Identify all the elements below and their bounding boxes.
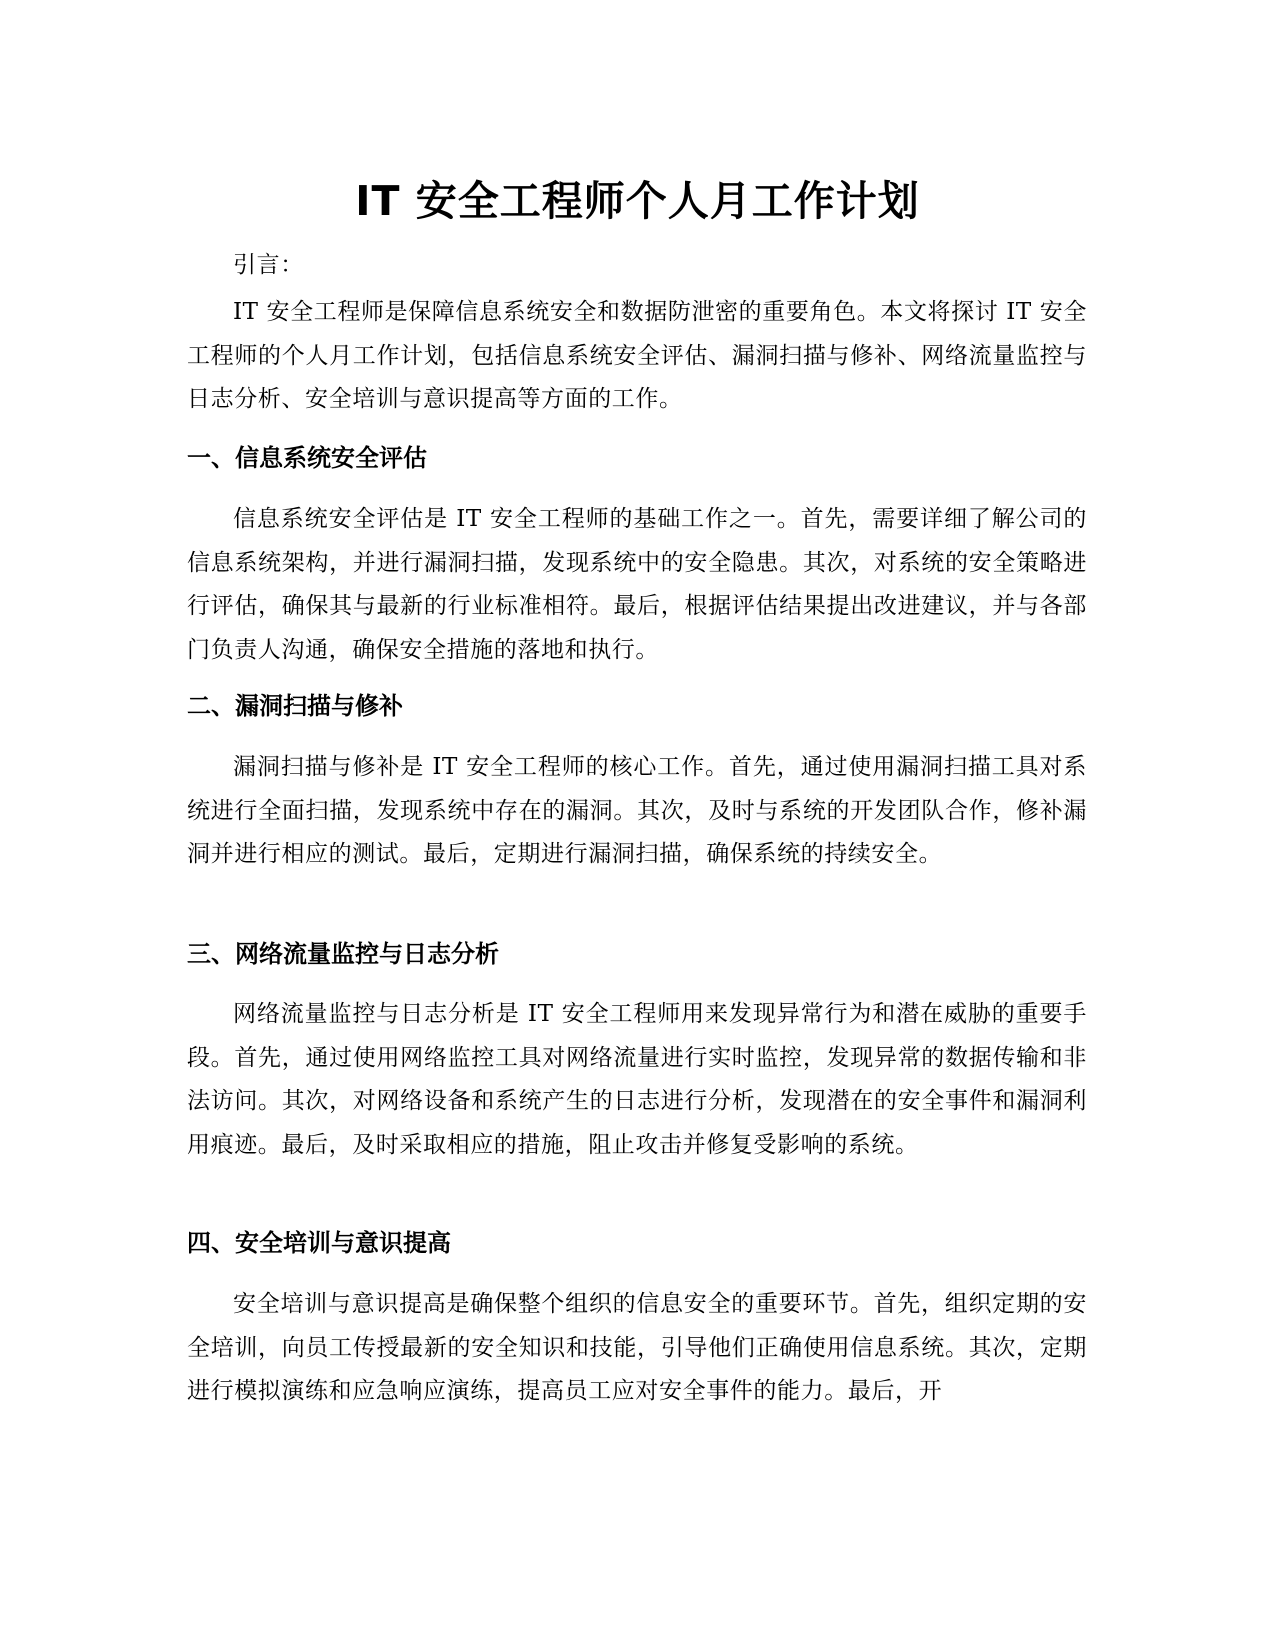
intro-paragraph: IT 安全工程师是保障信息系统安全和数据防泄密的重要角色。本文将探讨 IT 安全工程师的个人月工作计划，包括信息系统安全评估、漏洞扫描与修补、网络流量监控与日志分析、安全培训与意识提高等方面的工作。 (187, 299, 1087, 412)
section-paragraph-4: 安全培训与意识提高是确保整个组织的信息安全的重要环节。首先，组织定期的安全培训，向员工传授最新的安全知识和技能，引导他们正确使用信息系统。其次，定期进行模拟演练和应急响应演练，提高员工应对安全事件的能力。最后，开 (187, 1291, 1087, 1404)
section-heading-3: 三、网络流量监控与日志分析 (187, 940, 499, 968)
section-heading-2: 二、漏洞扫描与修补 (187, 692, 403, 720)
section-heading-1: 一、信息系统安全评估 (187, 444, 427, 472)
section-paragraph-2: 漏洞扫描与修补是 IT 安全工程师的核心工作。首先，通过使用漏洞扫描工具对系统进行全面扫描，发现系统中存在的漏洞。其次，及时与系统的开发团队合作，修补漏洞并进行相应的测试。最后，定期进行漏洞扫描，确保系统的持续安全。 (187, 754, 1087, 867)
section-heading-4: 四、安全培训与意识提高 (187, 1229, 451, 1257)
section-paragraph-1: 信息系统安全评估是 IT 安全工程师的基础工作之一。首先，需要详细了解公司的信息系统架构，并进行漏洞扫描，发现系统中的安全隐患。其次，对系统的安全策略进行评估，确保其与最新的行业标准相符。最后，根据评估结果提出改进建议，并与各部门负责人沟通，确保安全措施的落地和执行。 (187, 506, 1087, 663)
document-title: IT 安全工程师个人月工作计划 (355, 177, 920, 226)
section-paragraph-3: 网络流量监控与日志分析是 IT 安全工程师用来发现异常行为和潜在威胁的重要手段。首先，通过使用网络监控工具对网络流量进行实时监控，发现异常的数据传输和非法访问。其次，对网络设备和系统产生的日志进行分析，发现潜在的安全事件和漏洞利用痕迹。最后，及时采取相应的措施，阻止攻击并修复受影响的系统。 (187, 1001, 1087, 1158)
intro-label: 引言： (233, 252, 304, 278)
